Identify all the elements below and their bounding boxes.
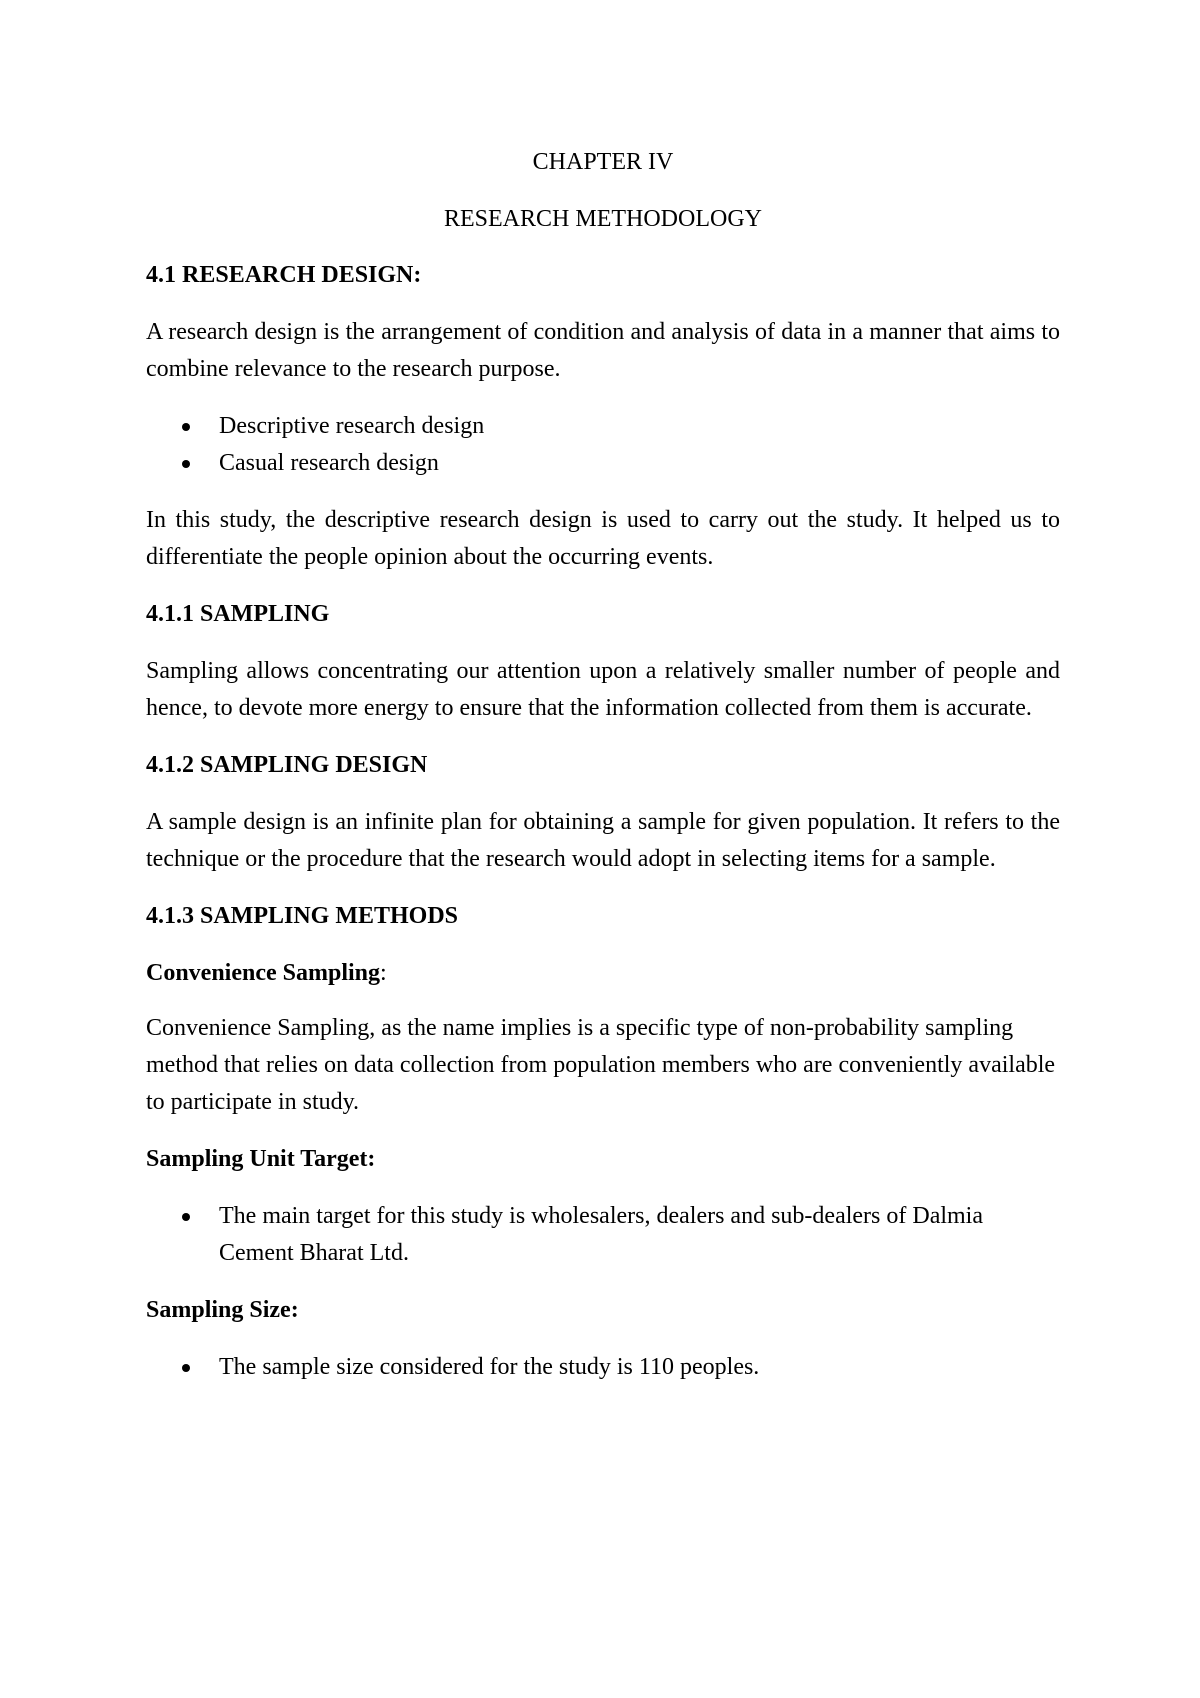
section-heading-sampling-methods: 4.1.3 SAMPLING METHODS bbox=[146, 903, 459, 929]
subheading-convenience-sampling bbox=[146, 955, 1060, 992]
section-heading-research-design: 4.1 RESEARCH DESIGN: bbox=[146, 262, 422, 288]
paragraph-study-design: In this study, the descriptive research design is used to carry out the study. It helped us to differentiate the people opinion about the occurring events. bbox=[146, 507, 1060, 570]
bullet-icon bbox=[182, 1213, 190, 1221]
research-design-types-list bbox=[146, 408, 1060, 482]
list-item bbox=[146, 1198, 1060, 1272]
subheading-sampling-size: Sampling Size: bbox=[146, 1297, 299, 1323]
list-item-text: Casual research design bbox=[219, 450, 439, 476]
bullet-icon bbox=[182, 1364, 190, 1372]
paragraph-research-design: A research design is the arrangement of condition and analysis of data in a manner that aims to combine relevance to the research purpose. bbox=[146, 319, 1060, 382]
list-item-text: The main target for this study is wholesalers, dealers and sub-dealers of Dalmia Cement Bharat Ltd. bbox=[219, 1203, 984, 1266]
sampling-unit-list bbox=[146, 1198, 1060, 1272]
paragraph-convenience-sampling: Convenience Sampling, as the name implies is a specific type of non-probability sampling method that relies on data collection from population members who are conveniently available to participate in study. bbox=[146, 1015, 1056, 1115]
paragraph-sampling: Sampling allows concentrating our attention upon a relatively smaller number of people and hence, to devote more energy to ensure that the information collected from them is accurate. bbox=[146, 658, 1060, 721]
convenience-sampling-colon: : bbox=[380, 960, 387, 986]
convenience-sampling-label: Convenience Sampling bbox=[146, 960, 381, 986]
bullet-icon bbox=[182, 423, 190, 431]
list-item bbox=[146, 1349, 1060, 1386]
list-item-text: The sample size considered for the study is 110 peoples. bbox=[219, 1354, 760, 1380]
chapter-label: CHAPTER IV bbox=[532, 149, 674, 175]
list-item-text: Descriptive research design bbox=[219, 413, 485, 439]
list-item bbox=[146, 445, 1060, 482]
bullet-icon bbox=[182, 460, 190, 468]
chapter-title: RESEARCH METHODOLOGY bbox=[444, 206, 762, 232]
section-heading-sampling-design: 4.1.2 SAMPLING DESIGN bbox=[146, 752, 428, 778]
subheading-sampling-unit-target: Sampling Unit Target: bbox=[146, 1146, 376, 1172]
paragraph-sampling-design: A sample design is an infinite plan for obtaining a sample for given population. It refers to the technique or the procedure that the research would adopt in selecting items for a sample. bbox=[146, 809, 1060, 872]
section-heading-sampling: 4.1.1 SAMPLING bbox=[146, 601, 330, 627]
sampling-size-list bbox=[146, 1349, 1060, 1386]
page-content bbox=[146, 144, 1060, 1406]
list-item bbox=[146, 408, 1060, 445]
